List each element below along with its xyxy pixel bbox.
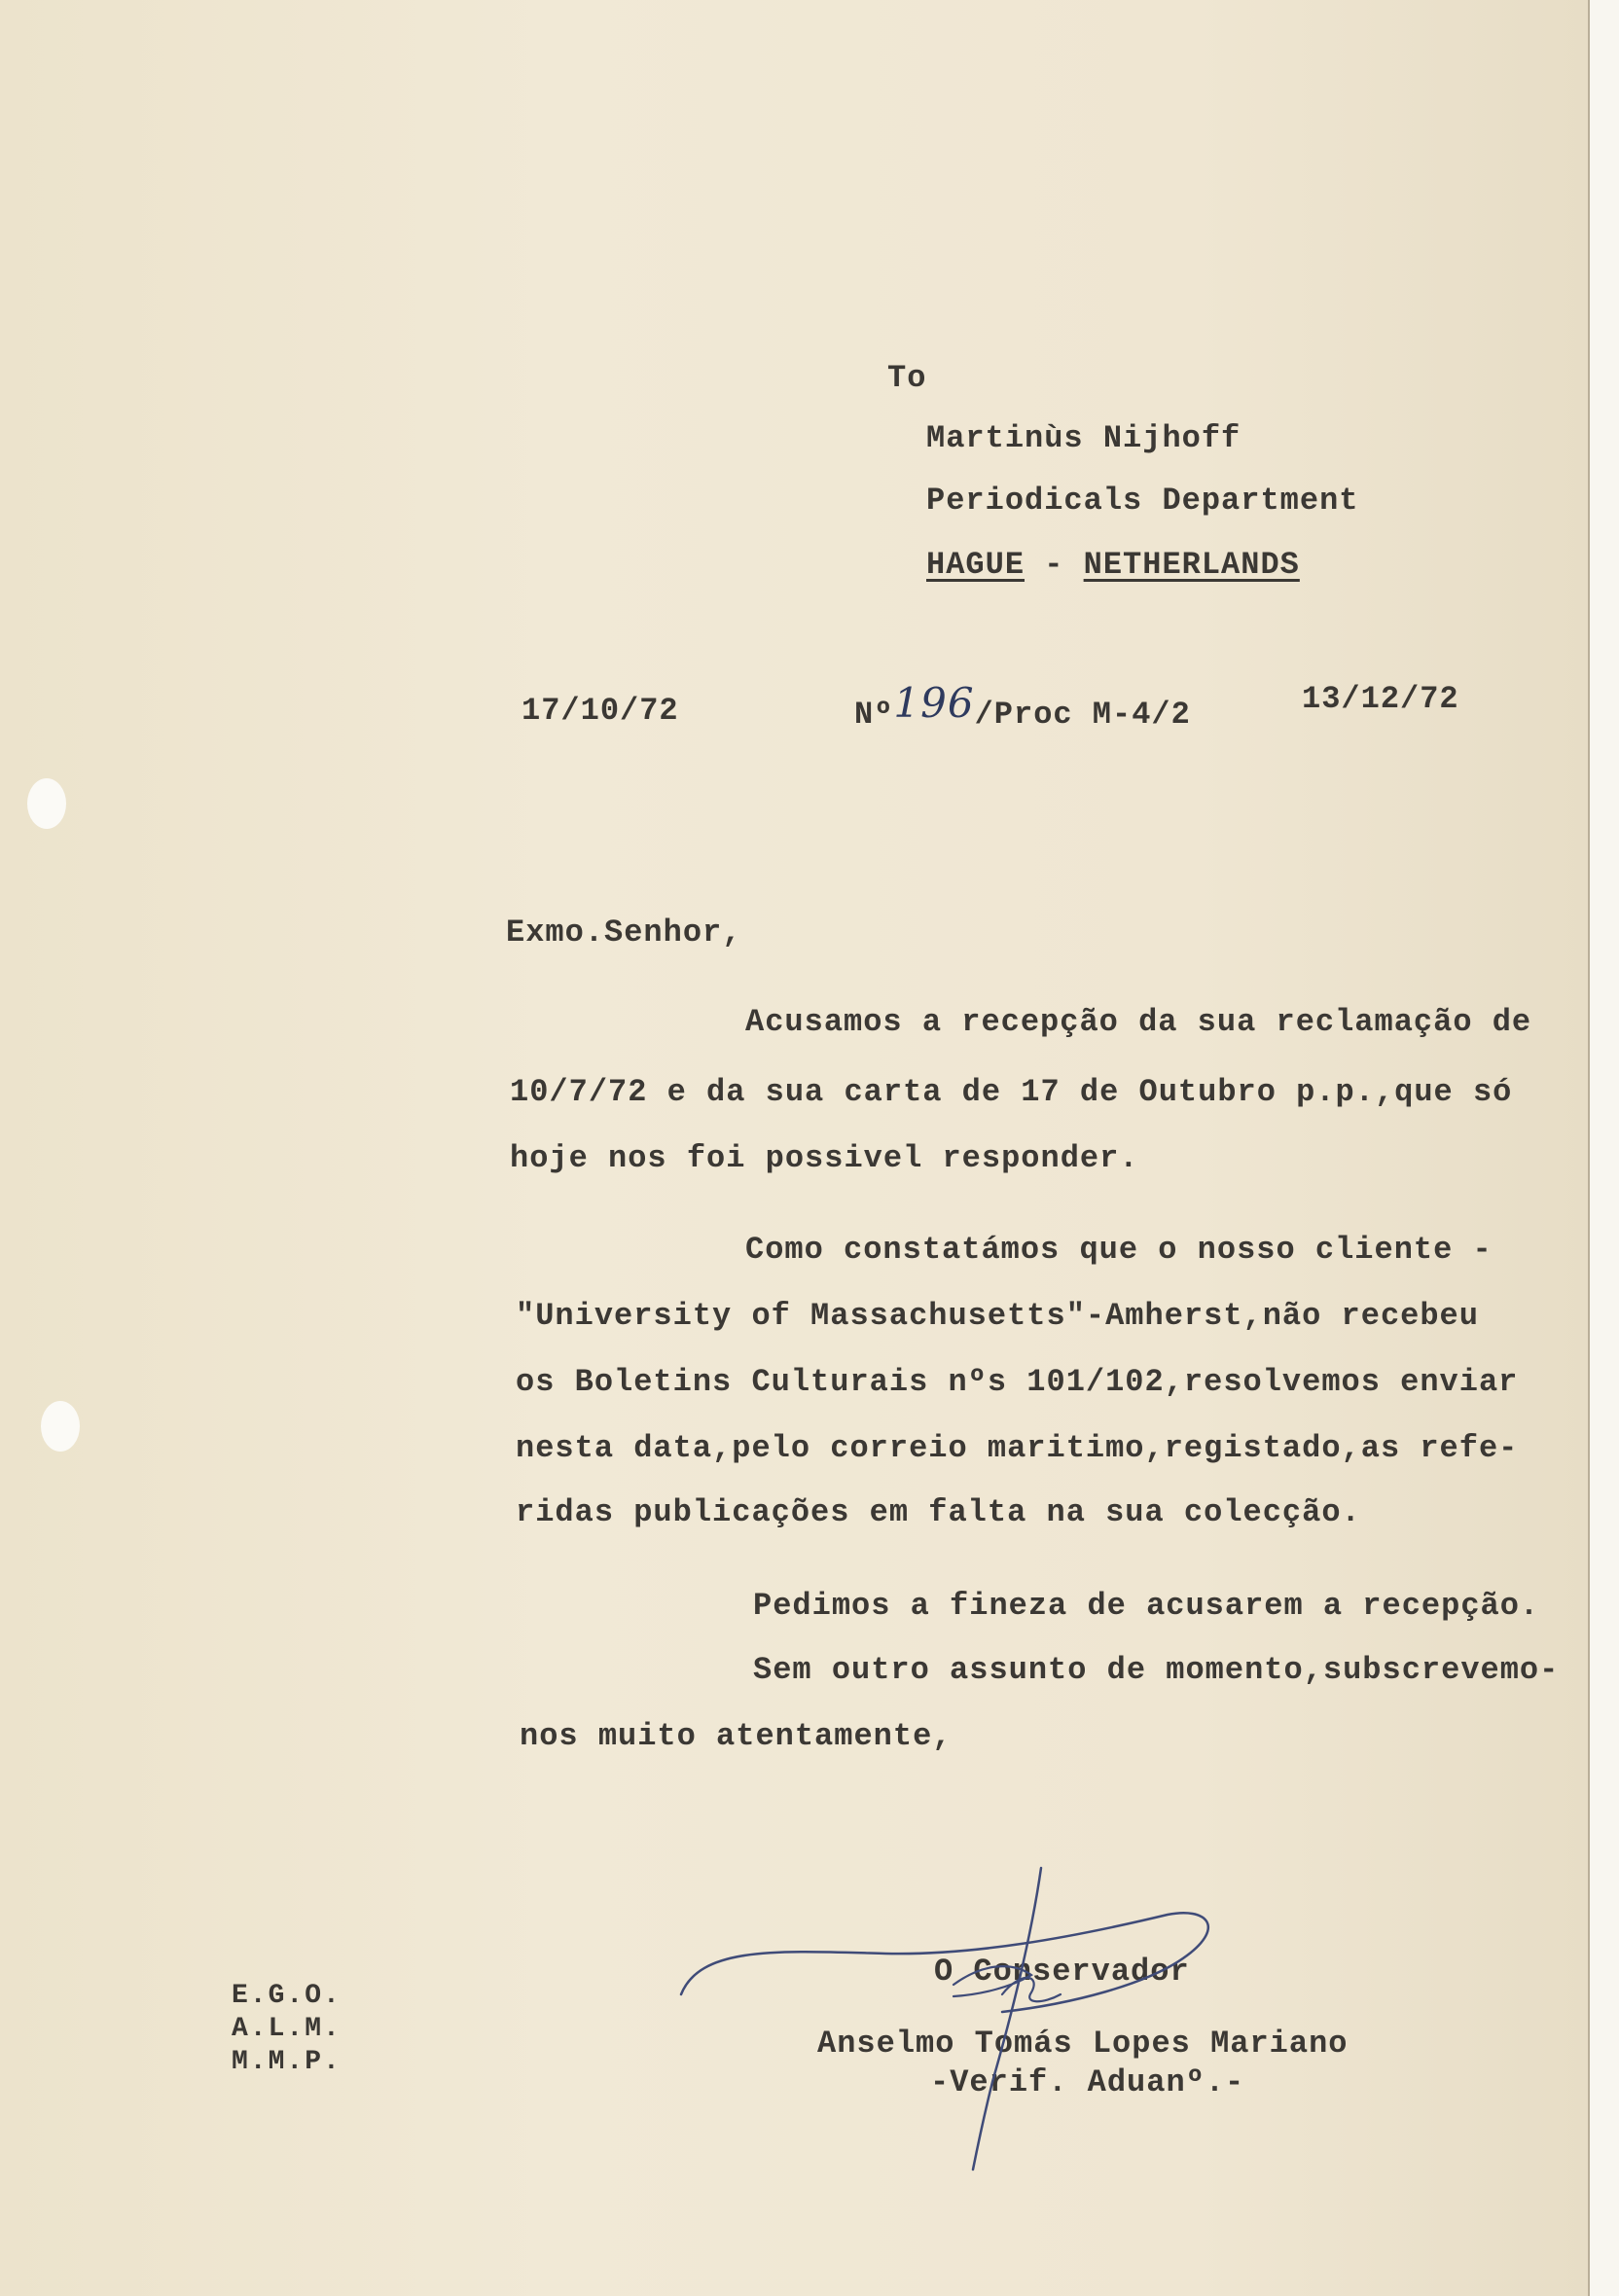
handwritten-signature bbox=[662, 1848, 1284, 2179]
our-date: 13/12/72 bbox=[1302, 681, 1459, 717]
recipient-name: Martinùs Nijhoff bbox=[926, 420, 1241, 456]
paragraph2-line4: nesta data,pelo correio maritimo,registado,as refe- bbox=[516, 1430, 1519, 1466]
signatory-title: -Verif. Aduanº.- bbox=[930, 2064, 1245, 2100]
address-separator: - bbox=[1044, 547, 1064, 583]
closing-line2: nos muito atentamente, bbox=[520, 1718, 953, 1754]
paragraph2-line2: "University of Massachusetts"-Amherst,não recebeu bbox=[516, 1298, 1479, 1334]
handwritten-number: 196 bbox=[893, 679, 975, 727]
closing-line1: Sem outro assunto de momento,subscrevemo- bbox=[753, 1652, 1560, 1688]
paragraph1-line2: 10/7/72 e da sua carta de 17 de Outubro p.p.,que só bbox=[510, 1074, 1513, 1110]
process-reference: /Proc M-4/2 bbox=[974, 697, 1191, 733]
paragraph1-line1: Acusamos a recepção da sua reclamação de bbox=[745, 1004, 1532, 1040]
paragraph3: Pedimos a fineza de acusarem a recepção. bbox=[753, 1588, 1540, 1624]
paragraph1-line3: hoje nos foi possivel responder. bbox=[510, 1140, 1139, 1176]
to-label: To bbox=[887, 360, 927, 396]
paragraph2-line1: Como constatámos que o nosso cliente - bbox=[745, 1232, 1493, 1268]
initials-line3: M.M.P. bbox=[232, 2047, 342, 2077]
signatory-name: Anselmo Tomás Lopes Mariano bbox=[817, 2026, 1349, 2062]
initials-line2: A.L.M. bbox=[232, 2014, 342, 2044]
paragraph2-line3: os Boletins Culturais nºs 101/102,resolvemos enviar bbox=[516, 1364, 1519, 1400]
greeting: Exmo.Senhor, bbox=[506, 915, 742, 951]
paragraph2-line5: ridas publicações em falta na sua colecção. bbox=[516, 1494, 1361, 1530]
their-date: 17/10/72 bbox=[522, 693, 679, 729]
page-edge bbox=[1588, 0, 1619, 2296]
signatory-role: O Conservador bbox=[934, 1954, 1190, 1990]
reference-number bbox=[854, 679, 1191, 733]
recipient-address bbox=[926, 547, 1300, 583]
recipient-country: NETHERLANDS bbox=[1083, 547, 1300, 583]
recipient-department: Periodicals Department bbox=[926, 483, 1359, 519]
punch-hole-bottom bbox=[41, 1401, 80, 1452]
punch-hole-top bbox=[27, 778, 66, 829]
number-prefix: Nº bbox=[854, 697, 894, 733]
recipient-city: HAGUE bbox=[926, 547, 1025, 583]
initials-line1: E.G.O. bbox=[232, 1981, 342, 2011]
